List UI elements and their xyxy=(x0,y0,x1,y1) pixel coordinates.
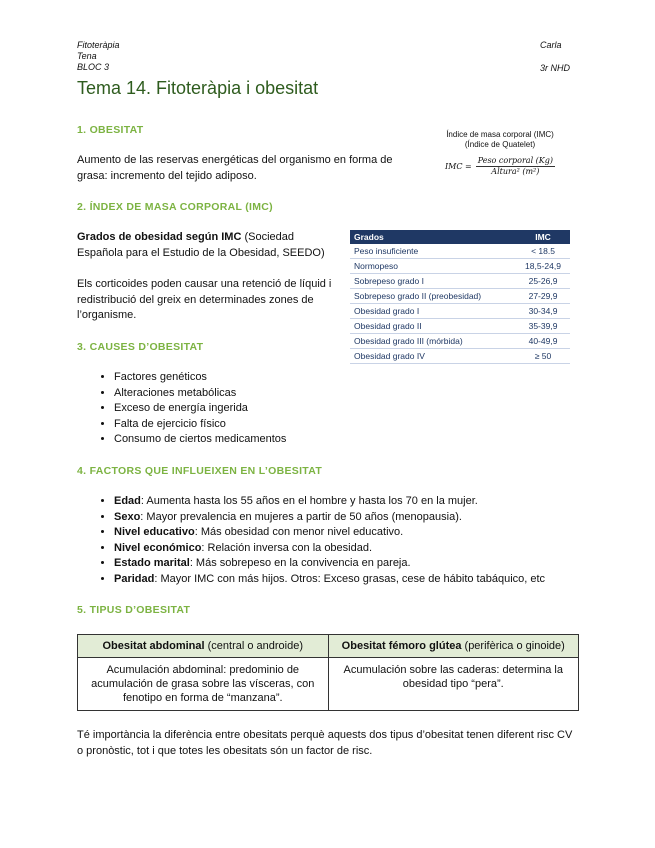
list-item xyxy=(114,525,584,541)
factor-text: : Mayor IMC con más hijos. Otros: Exceso grasas, cese de hábito tabáquico, etc xyxy=(154,572,546,585)
bmi-formula xyxy=(425,156,575,177)
imc-col-imc: IMC xyxy=(516,230,570,244)
header-left xyxy=(77,40,120,73)
cell-femoro-glutea: Acumulación sobre las caderas: determina la obesidad tipo “pera”. xyxy=(328,658,579,711)
col-abdominal xyxy=(78,635,329,658)
header-topic: Tena xyxy=(77,51,97,61)
imc-col-grados: Grados xyxy=(350,230,516,244)
obesity-types-table xyxy=(77,634,579,711)
table-row xyxy=(350,274,570,289)
list-item xyxy=(114,541,584,557)
col-femoro-sub: (perifèrica o ginoide) xyxy=(461,640,565,652)
imc-value: 40-49,9 xyxy=(516,334,570,349)
bmi-formula-subtitle: (Índice de Quatelet) xyxy=(464,140,536,149)
bmi-denominator: Altura² (m²) xyxy=(491,167,540,176)
list-item: • Falta de ejercicio físico xyxy=(114,417,286,433)
factor-text: : Aumenta hasta los 55 años en el hombre y hasta los 70 en la mujer. xyxy=(140,495,478,507)
section-5-footer: Té importància la diferència entre obesitats perquè aquests dos tipus d’obesitat tenen diferent risc CV o pronòstic, tot i que totes les obesitats són un factor de risc. xyxy=(77,729,573,757)
table-row xyxy=(78,635,579,658)
imc-value: < 18.5 xyxy=(516,244,570,259)
section-1-text: Aumento de las reservas energéticas del organismo en forma de grasa: incremento del tejido adiposo. xyxy=(77,154,393,182)
factors-list xyxy=(97,494,584,587)
causes-list xyxy=(97,370,286,448)
page-title: Tema 14. Fitoteràpia i obesitat xyxy=(77,78,319,98)
header-author: Carla xyxy=(540,40,562,50)
factor-label: Estado marital xyxy=(114,557,190,569)
bmi-fraction xyxy=(476,156,555,177)
list-item: • Alteraciones metabólicas xyxy=(114,386,286,402)
imc-grade: Sobrepeso grado I xyxy=(350,274,516,289)
imc-grade: Obesidad grado III (mórbida) xyxy=(350,334,516,349)
list-item xyxy=(114,572,584,588)
col-abdominal-title: Obesitat abdominal xyxy=(102,640,205,652)
col-femoro-title: Obesitat fémoro glútea xyxy=(341,640,462,652)
header-subject: Fitoteràpia xyxy=(77,40,120,50)
imc-table xyxy=(350,230,570,364)
section-4-heading: 4. FACTORS QUE INFLUEIXEN EN L’OBESITAT xyxy=(77,465,323,477)
factor-text: : Más obesidad con menor nivel educativo. xyxy=(194,526,404,538)
col-abdominal-sub: (central o androide) xyxy=(204,640,304,652)
cell-abdominal: Acumulación abdominal: predominio de acumulación de grasa sobre las vísceras, con fenotipo en forma de “manzana”. xyxy=(78,658,329,711)
imc-grade: Obesidad grado II xyxy=(350,319,516,334)
bmi-formula-lhs: IMC = xyxy=(444,161,472,171)
imc-grade: Sobrepeso grado II (preobesidad) xyxy=(350,289,516,304)
table-row xyxy=(350,334,570,349)
table-row xyxy=(350,319,570,334)
imc-value: 25-26,9 xyxy=(516,274,570,289)
factor-label: Paridad xyxy=(114,572,155,585)
section-2-bold: Grados de obesidad según IMC xyxy=(77,231,242,243)
list-item: • Exceso de energía ingerida xyxy=(114,401,286,417)
imc-value: ≥ 50 xyxy=(516,349,570,364)
imc-value: 18,5-24,9 xyxy=(516,259,570,274)
factor-text: : Relación inversa con la obesidad. xyxy=(201,541,373,554)
imc-value: 27-29,9 xyxy=(516,289,570,304)
table-row xyxy=(350,289,570,304)
list-item xyxy=(114,556,584,572)
factor-label: Edad xyxy=(114,495,141,507)
imc-grade: Normopeso xyxy=(350,259,516,274)
table-row xyxy=(350,259,570,274)
table-row xyxy=(350,244,570,259)
list-item xyxy=(114,510,584,526)
factor-label: Nivel económico xyxy=(114,541,202,554)
section-1-heading: 1. OBESITAT xyxy=(77,124,144,136)
section-3-heading: 3. CAUSES D’OBESITAT xyxy=(77,341,204,353)
col-femoro-glutea xyxy=(328,635,579,658)
bmi-formula-box xyxy=(425,130,575,196)
bmi-numerator: Peso corporal (Kg) xyxy=(477,156,554,165)
list-item: • Factores genéticos xyxy=(114,370,286,386)
header-block: BLOC 3 xyxy=(77,62,110,72)
table-row xyxy=(78,658,579,711)
header-group: 3r NHD xyxy=(540,63,571,73)
imc-value: 35-39,9 xyxy=(516,319,570,334)
imc-grade: Obesidad grado IV xyxy=(350,349,516,364)
factor-text: : Mayor prevalencia en mujeres a partir de 50 años (menopausia). xyxy=(140,510,462,523)
list-item xyxy=(114,494,584,510)
table-row xyxy=(350,304,570,319)
factor-label: Nivel educativo xyxy=(114,526,195,538)
bmi-formula-title: Índice de masa corporal (IMC) xyxy=(446,130,554,139)
imc-grade: Peso insuficiente xyxy=(350,244,516,259)
section-2-heading: 2. ÍNDEX DE MASA CORPORAL (IMC) xyxy=(77,201,273,213)
section-2-text: Els corticoides poden causar una retenció de líquid i redistribució del greix en determinades zones de l’organisme. xyxy=(77,278,332,321)
section-5-heading: 5. TIPUS D’OBESITAT xyxy=(77,604,191,616)
imc-value: 30-34,9 xyxy=(516,304,570,319)
factor-label: Sexo xyxy=(114,510,141,523)
list-item: • Consumo de ciertos medicamentos xyxy=(114,432,286,448)
section-2-rest: (Sociedad Española para el Estudio de la Obesidad, SEEDO) xyxy=(77,231,325,259)
imc-grade: Obesidad grado I xyxy=(350,304,516,319)
table-row xyxy=(350,349,570,364)
section-2-intro xyxy=(77,230,342,261)
factor-text: : Más sobrepeso en la convivencia en pareja. xyxy=(189,557,411,569)
